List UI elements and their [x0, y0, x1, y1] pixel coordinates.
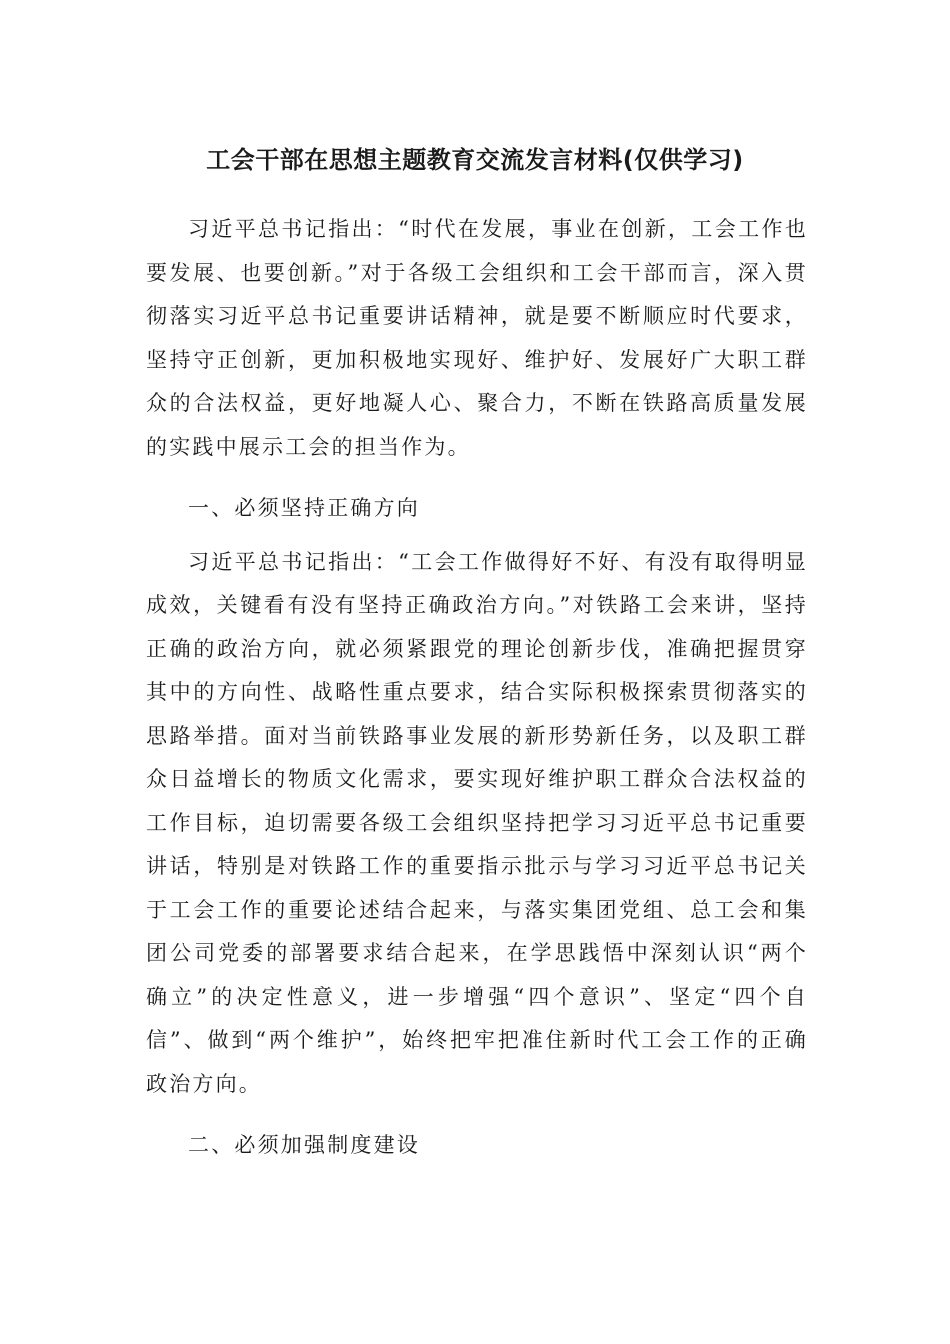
section-1-paragraph: 习近平总书记指出：“工会工作做得好不好、有没有取得明显成效，关键看有没有坚持正确政治方向。”对铁路工会来讲，坚持正确的政治方向，就必须紧跟党的理论创新步伐，准确把握贯穿其中的方向性、战略性重点要求，结合实际积极探索贯彻落实的思路举措。面对当前铁路事业发展的新形势新任务，以及职工群众日益增长的物质文化需求，要实现好维护职工群众合法权益的工作目标，迫切需要各级工会组织坚持把学习习近平总书记重要讲话，特别是对铁路工作的重要指示批示与学习习近平总书记关于工会工作的重要论述结合起来，与落实集团党组、总工会和集团公司党委的部署要求结合起来，在学思践悟中深刻认识“两个确立”的决定性意义，进一步增强“四个意识”、坚定“四个自信”、做到“两个维护”，始终把牢把准住新时代工会工作的正确政治方向。 [146, 549, 808, 1096]
document-title: 工会干部在思想主题教育交流发言材料(仅供学习) [206, 146, 744, 174]
intro-paragraph: 习近平总书记指出：“时代在发展，事业在创新，工会工作也要发展、也要创新。”对于各级工会组织和工会干部而言，深入贯彻落实习近平总书记重要讲话精神，就是要不断顺应时代要求，坚持守正创新，更加积极地实现好、维护好、发展好广大职工群众的合法权益，更好地凝人心、聚合力，不断在铁路高质量发展的实践中展示工会的担当作为。 [146, 217, 808, 459]
section-heading-1: 一、必须坚持正确方向 [188, 496, 420, 520]
document-body [146, 208, 808, 1178]
section-heading-2: 二、必须加强制度建设 [188, 1133, 420, 1157]
